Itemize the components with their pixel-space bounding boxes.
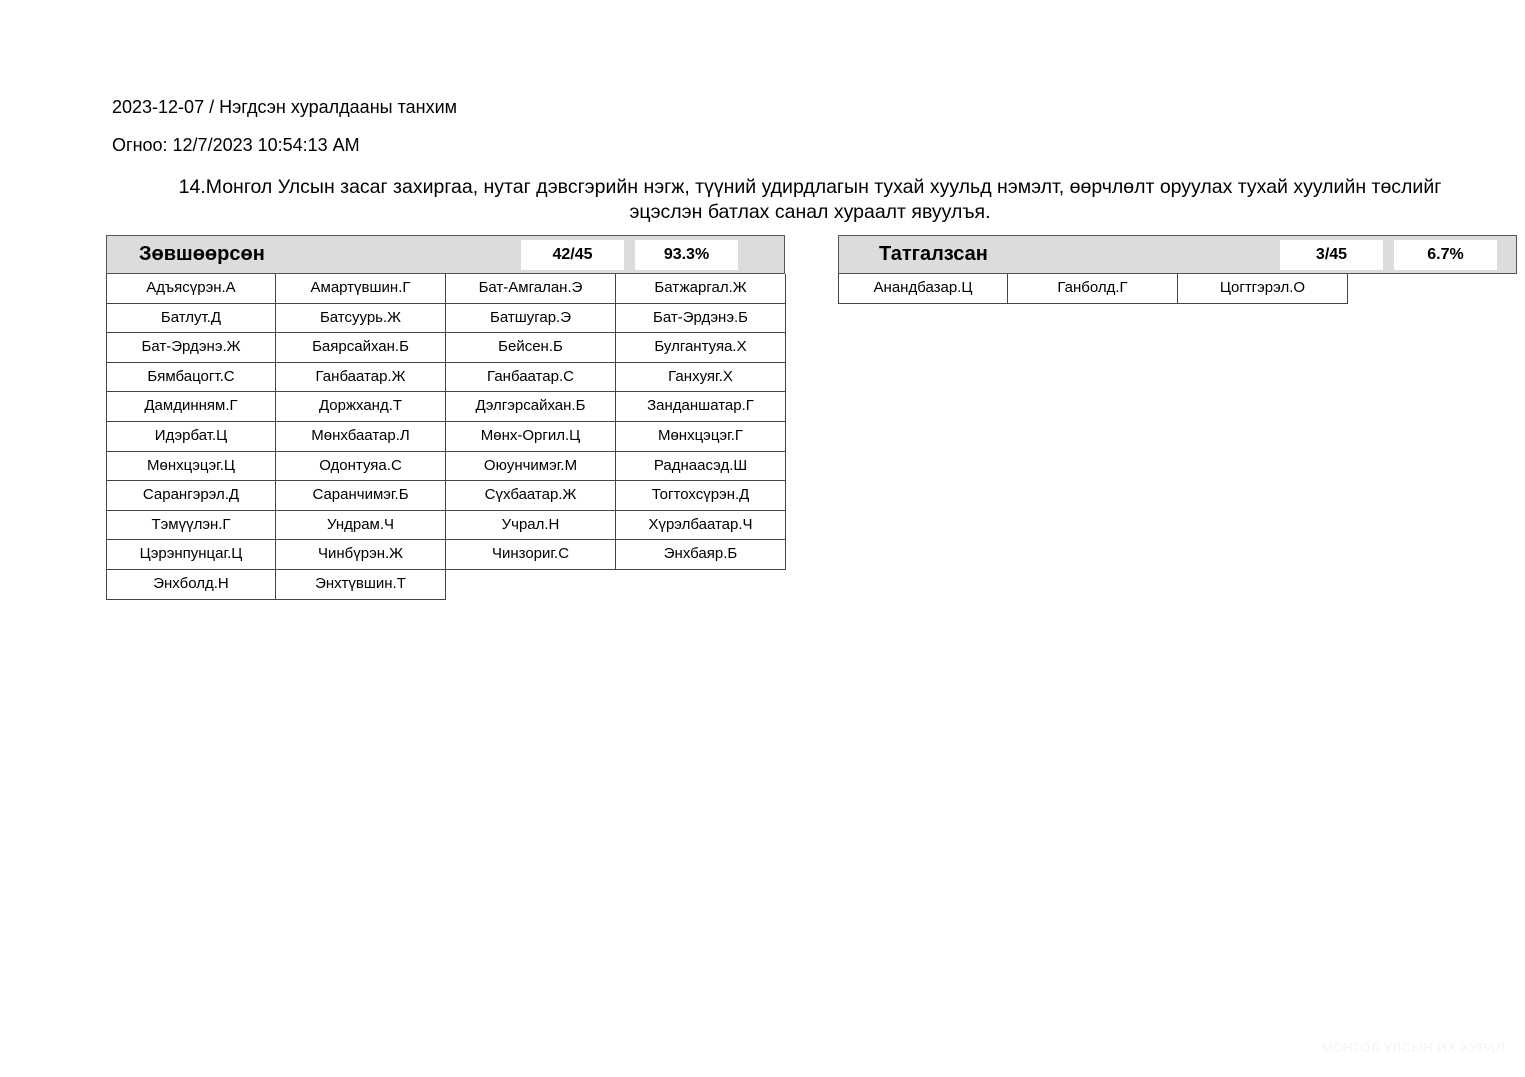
approved-name-cell: Бат-Амгалан.Э xyxy=(446,274,616,304)
approved-name-cell: Ганбаатар.Ж xyxy=(276,363,446,393)
approved-name-cell: Батсуурь.Ж xyxy=(276,304,446,334)
approved-names-grid xyxy=(106,274,785,600)
rejected-name-cell: Цогтгэрэл.О xyxy=(1178,274,1348,304)
approved-header xyxy=(106,235,785,274)
approved-name-cell: Доржханд.Т xyxy=(276,392,446,422)
approved-name-cell: Батшугар.Э xyxy=(446,304,616,334)
vote-title: 14.Монгол Улсын засаг захиргаа, нутаг дэвсгэрийн нэгж, түүний удирдлагын тухай хуульд нэмэлт, өөрчлөлт оруулах тухай хуулийн төслийг эцэслэн батлах санал хураалт явуулъя. xyxy=(178,176,1442,223)
rejected-name-cell: Анандбазар.Ц xyxy=(838,274,1008,304)
approved-name-cell: Ганбаатар.С xyxy=(446,363,616,393)
approved-name-cell: Сарангэрэл.Д xyxy=(106,481,276,511)
approved-name-cell: Адъясүрэн.А xyxy=(106,274,276,304)
approved-name-cell: Тэмүүлэн.Г xyxy=(106,511,276,541)
timestamp: Огноо: 12/7/2023 10:54:13 AM xyxy=(112,135,360,155)
approved-percent: 93.3% xyxy=(635,240,738,270)
approved-name-cell: Амартүвшин.Г xyxy=(276,274,446,304)
rejected-names-grid xyxy=(838,274,1517,304)
watermark: МОНГОЛ УЛСЫН ИХ ХУРАЛ xyxy=(1321,1040,1505,1055)
approved-name-cell: Баярсайхан.Б xyxy=(276,333,446,363)
approved-name-cell: Мөнх-Оргил.Ц xyxy=(446,422,616,452)
session-date-location: 2023-12-07 / Нэгдсэн хуралдааны танхим xyxy=(112,97,457,117)
approved-name-cell: Оюунчимэг.М xyxy=(446,452,616,482)
rejected-percent: 6.7% xyxy=(1394,240,1497,270)
approved-name-cell: Бейсен.Б xyxy=(446,333,616,363)
rejected-label: Татгалзсан xyxy=(879,243,988,265)
approved-name-cell: Мөнхцэцэг.Г xyxy=(616,422,786,452)
approved-name-cell: Бат-Эрдэнэ.Б xyxy=(616,304,786,334)
approved-name-cell: Бямбацогт.С xyxy=(106,363,276,393)
approved-count: 42/45 xyxy=(521,240,624,270)
approved-name-cell: Дамдинням.Г xyxy=(106,392,276,422)
approved-name-cell: Сүхбаатар.Ж xyxy=(446,481,616,511)
approved-name-cell: Идэрбат.Ц xyxy=(106,422,276,452)
approved-name-cell: Энхтүвшин.Т xyxy=(276,570,446,600)
approved-name-cell: Чинбүрэн.Ж xyxy=(276,540,446,570)
approved-name-cell: Одонтуяа.С xyxy=(276,452,446,482)
approved-name-cell: Хүрэлбаатар.Ч xyxy=(616,511,786,541)
rejected-count: 3/45 xyxy=(1280,240,1383,270)
approved-name-cell: Цэрэнпунцаг.Ц xyxy=(106,540,276,570)
approved-name-cell: Батлут.Д xyxy=(106,304,276,334)
approved-name-cell: Ундрам.Ч xyxy=(276,511,446,541)
rejected-panel xyxy=(838,235,1517,304)
approved-name-cell: Булгантуяа.Х xyxy=(616,333,786,363)
rejected-header xyxy=(838,235,1517,274)
approved-name-cell: Мөнхцэцэг.Ц xyxy=(106,452,276,482)
approved-name-cell: Раднаасэд.Ш xyxy=(616,452,786,482)
approved-name-cell: Дэлгэрсайхан.Б xyxy=(446,392,616,422)
approved-name-cell: Энхболд.Н xyxy=(106,570,276,600)
approved-name-cell: Учрал.Н xyxy=(446,511,616,541)
approved-name-cell: Мөнхбаатар.Л xyxy=(276,422,446,452)
approved-name-cell: Саранчимэг.Б xyxy=(276,481,446,511)
approved-name-cell: Занданшатар.Г xyxy=(616,392,786,422)
rejected-name-cell: Ганболд.Г xyxy=(1008,274,1178,304)
approved-name-cell: Ганхуяг.Х xyxy=(616,363,786,393)
approved-panel xyxy=(106,235,785,600)
approved-name-cell: Батжаргал.Ж xyxy=(616,274,786,304)
approved-name-cell: Энхбаяр.Б xyxy=(616,540,786,570)
approved-label: Зөвшөөрсөн xyxy=(139,243,265,265)
approved-name-cell: Чинзориг.С xyxy=(446,540,616,570)
approved-name-cell: Бат-Эрдэнэ.Ж xyxy=(106,333,276,363)
approved-name-cell: Тогтохсүрэн.Д xyxy=(616,481,786,511)
